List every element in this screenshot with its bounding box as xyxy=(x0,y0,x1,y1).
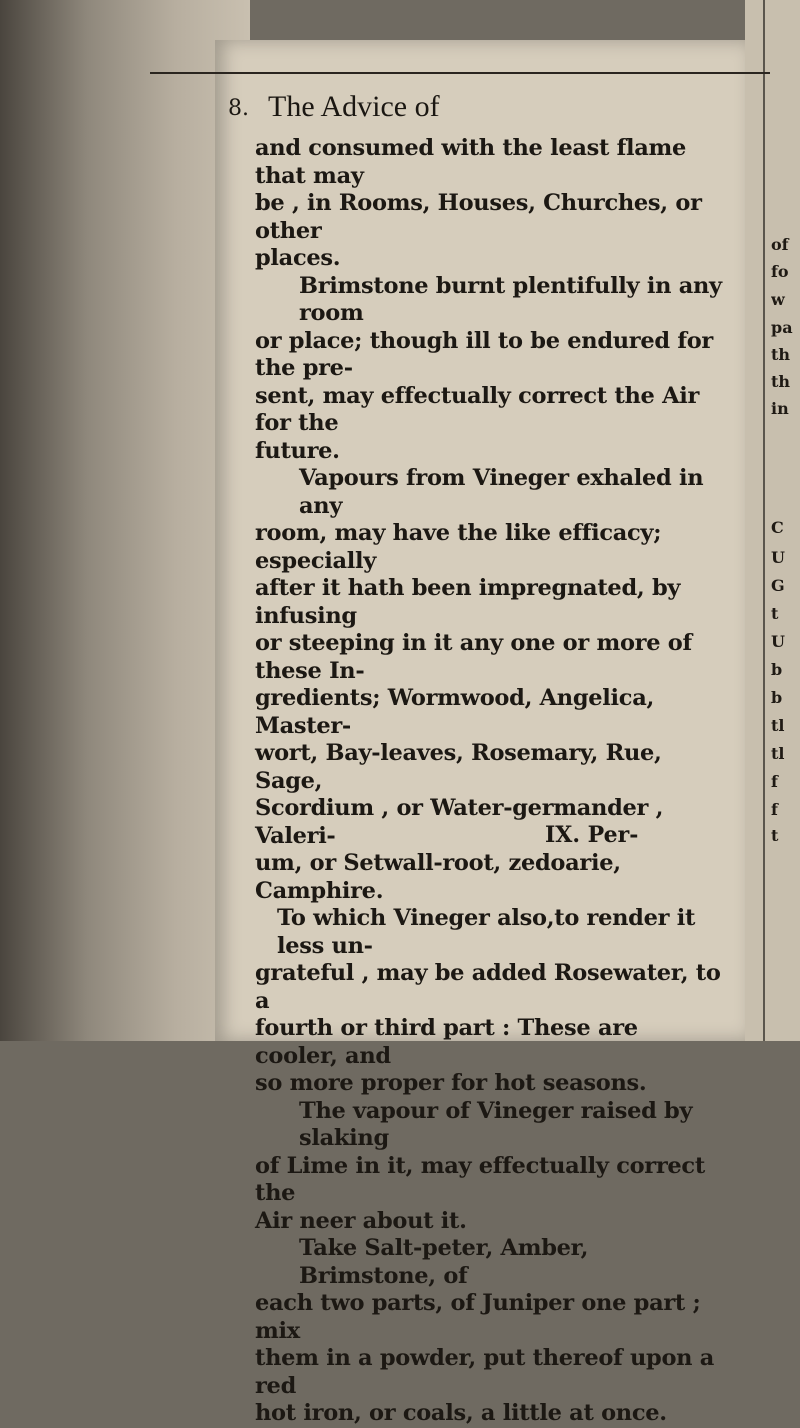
text-line: hot iron, or coals, a little at once. xyxy=(255,1400,667,1426)
text-line: or place; though ill to be endured for the pre- xyxy=(255,327,713,381)
text-line: Air neer about it. xyxy=(255,1207,467,1234)
adjacent-fragment: th xyxy=(771,372,791,391)
text-line: or steeping in it any one or more of these In- xyxy=(255,630,692,684)
text-line: Take Salt-peter, Amber, Brimstone, of xyxy=(299,1235,589,1289)
body-text xyxy=(255,135,725,1428)
text-line: after it hath been impregnated, by infusing xyxy=(255,575,681,629)
text-line: them in a powder, put thereof upon a red xyxy=(255,1345,715,1399)
adjacent-fragment: t xyxy=(771,604,779,623)
adjacent-fragment: U xyxy=(771,632,785,651)
text-line: Scordium , or Water-germander , Valeri- xyxy=(255,795,664,849)
adjacent-fragment: of xyxy=(771,235,789,254)
text-line: places. xyxy=(255,245,341,271)
left-page-margin xyxy=(0,0,250,1041)
adjacent-fragment: fo xyxy=(771,262,789,281)
text-line: so more proper for hot seasons. xyxy=(255,1070,647,1096)
header-rule xyxy=(150,72,770,74)
text-line: room, may have the like efficacy; especially xyxy=(255,520,662,574)
text-line: Vapours from Vineger exhaled in any xyxy=(299,465,704,519)
text-line: wort, Bay-leaves, Rosemary, Rue, Sage, xyxy=(255,740,662,794)
page-gutter-line xyxy=(763,0,765,1041)
adjacent-fragment: w xyxy=(771,290,785,309)
adjacent-fragment: G xyxy=(771,576,785,595)
text-line: be , in Rooms, Houses, Churches, or other xyxy=(255,190,702,244)
adjacent-fragment: t xyxy=(771,826,779,845)
adjacent-fragment: f xyxy=(771,800,778,819)
text-line: To which Vineger also,to render it less un- xyxy=(277,905,696,959)
text-line: and consumed with the least flame that may xyxy=(255,135,687,189)
catchword: IX. Per- xyxy=(545,822,639,848)
running-head: The Advice of xyxy=(268,90,440,123)
text-line: each two parts, of Juniper one part ; mix xyxy=(255,1290,701,1344)
adjacent-fragment: pa xyxy=(771,318,793,337)
text-line: grateful , may be added Rosewater, to a xyxy=(255,960,721,1014)
text-line: of Lime in it, may effectually correct the xyxy=(255,1152,705,1206)
page-number: 8. xyxy=(228,96,249,121)
text-line: Brimstone burnt plentifully in any room xyxy=(299,272,722,326)
adjacent-fragment: f xyxy=(771,772,778,791)
text-line: future. xyxy=(255,437,340,464)
adjacent-fragment: b xyxy=(771,688,783,707)
text-line: gredients; Wormwood, Angelica, Master- xyxy=(255,685,655,739)
text-line: um, or Setwall-root, zedoarie, Camphire. xyxy=(255,850,621,904)
text-line: fourth or third part : These are cooler, and xyxy=(255,1015,638,1069)
adjacent-page-edge xyxy=(745,0,800,1041)
adjacent-fragment: b xyxy=(771,660,783,679)
adjacent-fragment: th xyxy=(771,345,791,364)
adjacent-fragment: U xyxy=(771,548,785,567)
adjacent-fragment: in xyxy=(771,399,789,418)
adjacent-fragment: tl xyxy=(771,744,785,763)
text-line: The vapour of Vineger raised by slaking xyxy=(299,1097,693,1151)
text-line: sent, may effectually correct the Air for the xyxy=(255,382,700,436)
adjacent-fragment: tl xyxy=(771,716,785,735)
adjacent-fragment: C xyxy=(771,518,784,537)
